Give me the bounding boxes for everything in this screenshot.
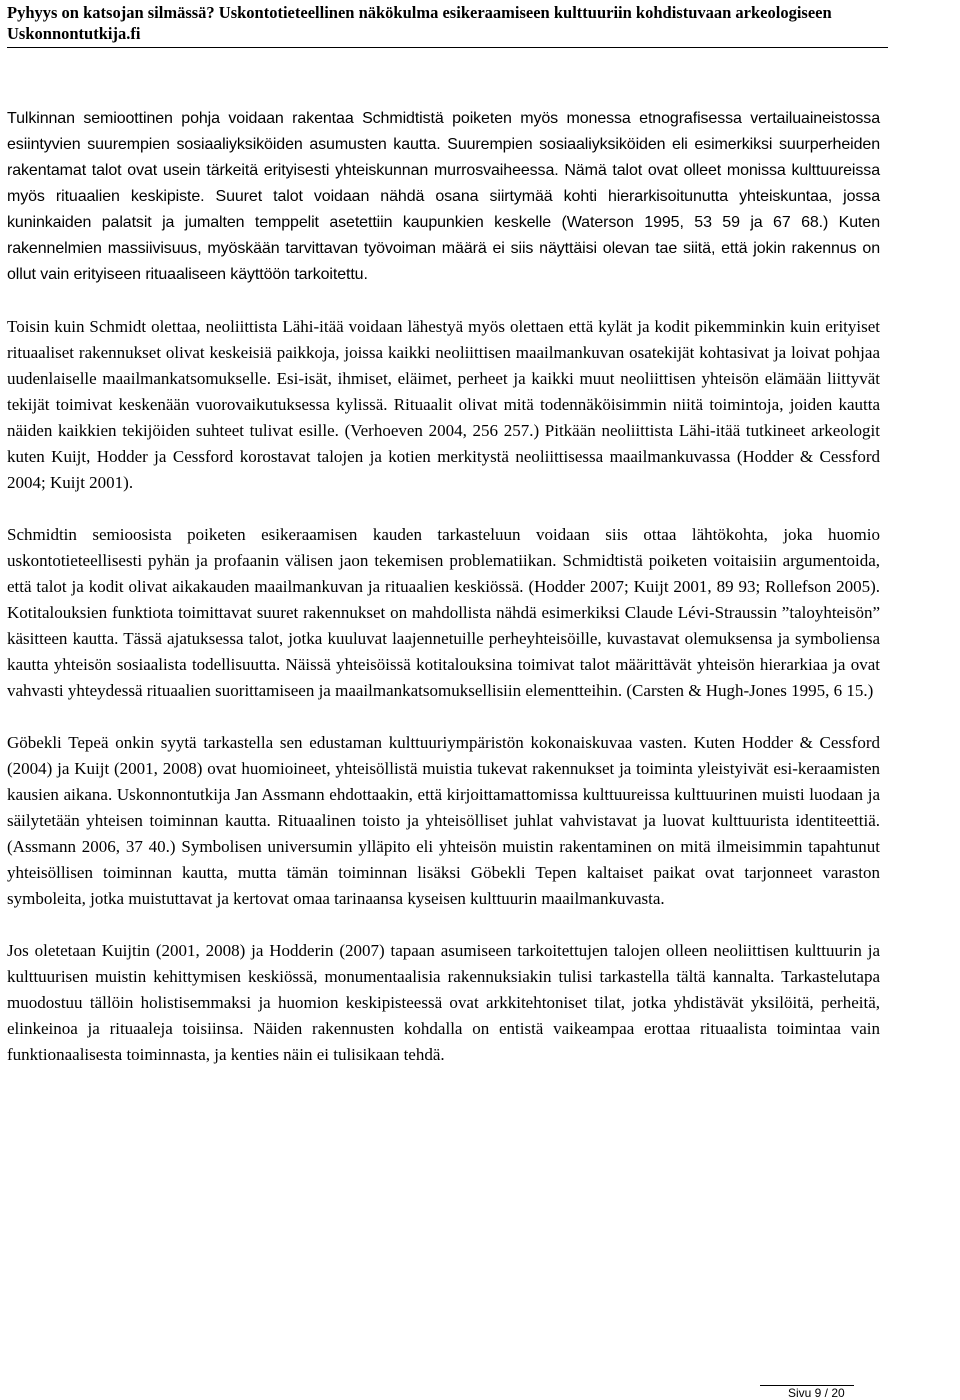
paragraph-4: Göbekli Tepeä onkin syytä tarkastella sen edustaman kulttuuriympäristön kokonaiskuvaa vasten. Kuten Hodder & Cessford (2004) ja Kuijt (2001, 2008) ovat huomioineet, yhteisöllistä muistia tukevat rakennukset ja toiminta yleistyivät esi-keraamisten kausien aikana. Uskonnontutkija Jan Assmann ehdottaakin, että kirjoittamattomissa kulttuureissa kulttuurinen muisti luodaan ja säilytetään yhteisen toiminnan kautta. Rituaalinen toisto ja yhteisölliset juhlat vahvistavat ja luovat kulttuurista identiteettiä. (Assmann 2006, 37 40.) Symbolisen universumin ylläpito eli yhteisön muistin rakentaminen on mitä ilmeisimmin tapahtunut yhteisöllisen toiminnan kautta, mutta tämän toiminnan lisäksi Göbekli Tepen kaltaiset paikat ovat tarjonneet varaston symboleita, jotka muistuttavat ja kertovat omaa tarinaansa kyseisen kulttuurin maailmankuvasta. [7,733,880,908]
paragraph-2: Toisin kuin Schmidt olettaa, neoliittista Lähi-itää voidaan lähestyä myös olettaen että kylät ja kodit pikemminkin kuin erityiset rituaaliset rakennukset olivat keskeisiä paikkoja, joissa kaikki neoliittisen maailmankuvan osatekijät kohtasivat ja loivat pohjaa uudenlaiselle maailmankatsomukselle. Esi-isät, ihmiset, eläimet, perheet ja kaikki muut neoliittisen yhteisön elämään liittyvät tekijät toimivat keskenään vuorovaikutuksessa kylissä. Rituaalit olivat mitä todennäköisimmin niitä toimintoja, joiden kautta näiden kaikkien tekijöiden suhteet tulivat esille. (Verhoeven 2004, 256 257.) Pitkään neoliittista Lähi-itää tutkineet arkeologit kuten Kuijt, Hodder ja Cessford korostavat talojen ja kotien merkitystä neoliittisessa maailmankuvassa (Hodder & Cessford 2004; Kuijt 2001). [7,317,880,492]
site-name: Uskonnontutkija.fi [7,24,141,43]
paragraph-1: Tulkinnan semioottinen pohja voidaan rakentaa Schmidtistä poiketen myös monessa etnografisessa vertailuaineistossa esiintyvien suurempien sosiaaliyksiköiden asumusten kautta. Suurempien sosiaaliyksiköiden eli esimerkiksi suurperheiden rakentamat talot ovat usein tärkeitä erityisesti yhteiskunnan murrosvaiheessa. Nämä talot ovat olleet monissa kulttuureissa myös rituaalien keskipiste. Suuret talot voidaan nähdä osana siirtymää kohti hierarkisoitunutta yhteiskuntaa, jossa kuninkaiden palatsit ja jumalten temppelit asetettiin kaupunkien keskelle (Waterson 1995, 53 59 ja 67 68.) Kuten rakennelmien massiivisuus, myöskään tarvittavan työvoiman määrä ei siis näyttäisi olevan tae siitä, että jokin rakennus on ollut vain erityiseen rituaaliseen käyttöön tarkoitettu. [7,110,880,283]
page-header [7,2,953,44]
paragraph-3: Schmidtin semioosista poiketen esikeraamisen kauden tarkasteluun voidaan siis ottaa lähtökohta, joka huomio uskontotieteellisesti pyhän ja profaanin välisen jaon tekemisen problematiikan. Schmidtistä poiketen voitaisiin argumentoida, että talot ja kodit olivat aikakauden maailmankuvan ja rituaalien keskiössä. (Hodder 2007; Kuijt 2001, 89 93; Rollefson 2005). Kotitalouksien funktiota toimittavat suuret rakennukset on mahdollista nähdä esimerkiksi Claude Lévi-Straussin ”taloyhteisön” käsitteen kautta. Tässä ajatuksessa talot, jotka kuuluvat laajennetuille perheyhteisöille, kuvastavat olemuksensa ja symboliensa kautta yhteisön sosiaalista todellisuutta. Näissä yhteisöissä kotitalouksina toimivat talot määrittävät yhteisön hierarkiaa ja ovat vahvasti yhteydessä rituaalien suorittamiseen ja maailmankatsomuksellisiin elementteihin. (Carsten & Hugh-Jones 1995, 6 15.) [7,525,880,700]
paragraph-5: Jos oletetaan Kuijtin (2001, 2008) ja Hodderin (2007) tapaan asumiseen tarkoitettujen talojen olleen neoliittisen kulttuurin ja kulttuurisen muistin kehittymisen keskiössä, monumentaalisia rakennuksiakin tulisi tarkastella tältä kannalta. Tarkastelutapa muodostuu tällöin holistisemmaksi ja huomion keskipisteessä ovat arkkitehtoniset tilat, jotka yhdistävät yksilöitä, perheitä, elinkeinoa ja rituaaleja toisiinsa. Näiden rakennusten kohdalla on entistä vaikeampaa erottaa rituaalista toimintaa vain funktionaalisesta toiminnasta, ja kenties näin ei tulisikaan tehdä. [7,941,880,1064]
article-body [7,106,880,1094]
header-divider [7,47,888,48]
page-number: Sivu 9 / 20 [788,1386,845,1400]
document-title: Pyhyys on katsojan silmässä? Uskontotieteellinen näkökulma esikeraamiseen kulttuuriin kohdistuvaan arkeologiseen [7,3,832,22]
